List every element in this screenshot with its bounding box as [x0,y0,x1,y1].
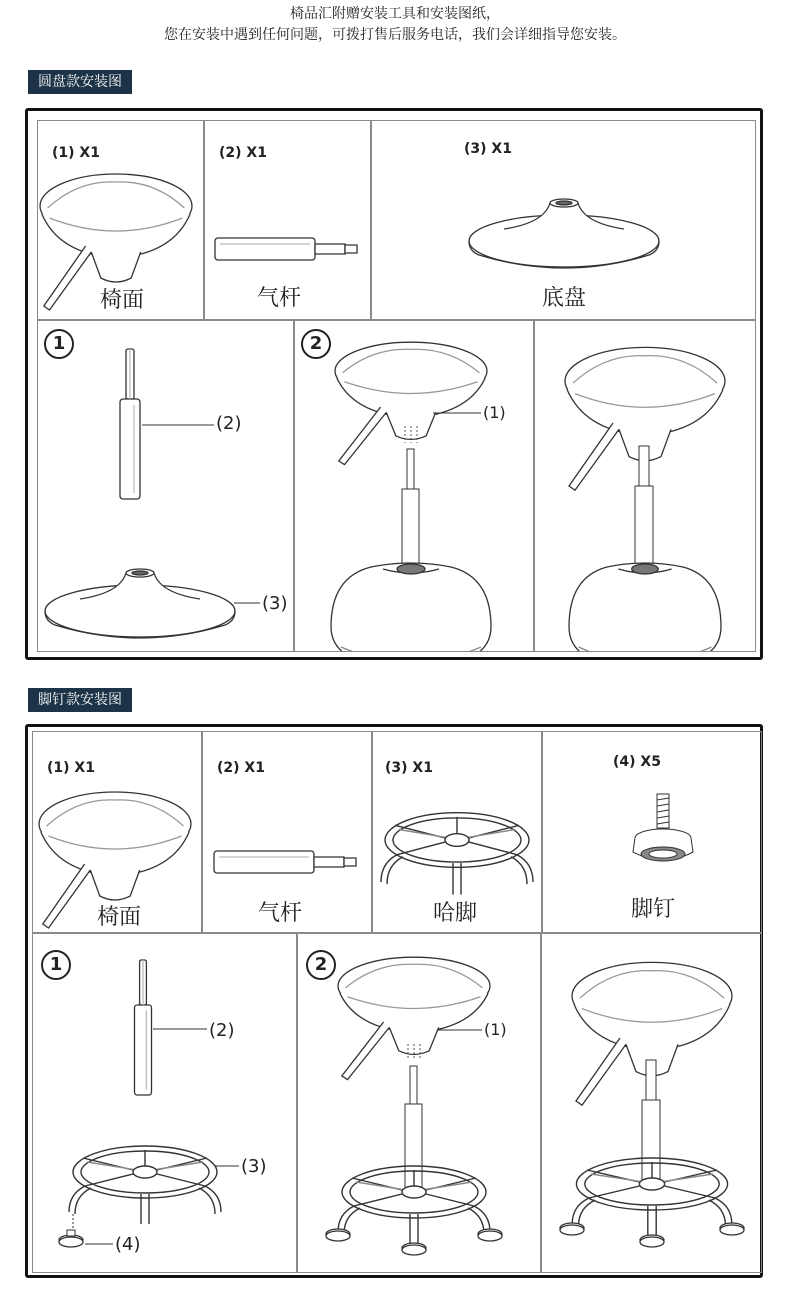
part-name: 椅面 [100,288,145,313]
part-qty: (1) X1 [47,760,95,776]
step-1-cell [32,933,297,1273]
callout: (1) [483,403,506,422]
part-name: 气杆 [258,901,303,926]
part-name: 椅面 [97,905,142,930]
step-1-cell [37,320,294,652]
callout: (3) [241,1156,267,1177]
part-rod-cell [202,731,372,933]
part-seat-cell [32,731,202,933]
part-qty: (3) X1 [464,141,512,157]
callout: (2) [209,1020,235,1041]
part-qty: (4) X5 [613,754,661,770]
part-qty: (2) X1 [217,760,265,776]
callout: (1) [484,1020,507,1039]
part-footrest-cell [372,731,542,933]
step-2-cell [294,320,534,652]
intro-line-2: 您在安装中遇到任何问题，可拨打售后服务电话，我们会详细指导您安装。 [164,27,626,43]
section-1-label: 圆盘款安装图 [28,70,132,94]
step-1-illustration [33,934,297,1273]
part-glide-cell [542,731,762,933]
part-rod-cell [204,120,371,320]
step-number: 2 [306,950,336,980]
part-name: 气杆 [257,286,302,311]
step-1-illustration [38,321,294,652]
step-2-cell [297,933,541,1273]
intro-line-1: 椅品汇附赠安装工具和安装图纸， [290,6,500,22]
step-number: 2 [301,329,331,359]
assembled-stool-illustration [542,934,762,1273]
callout: (3) [262,593,288,614]
part-base-cell [371,120,756,320]
part-name: 哈脚 [433,901,478,926]
part-name: 底盘 [542,286,587,311]
step-3-cell [534,320,756,652]
step-2-illustration [295,321,534,652]
step-2-illustration [298,934,541,1273]
intro-text [0,4,790,46]
part-qty: (1) X1 [52,145,100,161]
part-qty: (3) X1 [385,760,433,776]
callout: (4) [115,1234,141,1255]
part-name: 脚钉 [631,897,676,922]
callout: (2) [216,413,242,434]
step-3-cell [541,933,762,1273]
part-qty: (2) X1 [219,145,267,161]
step-number: 1 [44,329,74,359]
assembled-stool-illustration [535,321,756,652]
section-2-frame [25,724,763,1278]
step-number: 1 [41,950,71,980]
section-1-frame [25,108,763,660]
part-seat-cell [37,120,204,320]
section-2-label: 脚钉款安装图 [28,688,132,712]
